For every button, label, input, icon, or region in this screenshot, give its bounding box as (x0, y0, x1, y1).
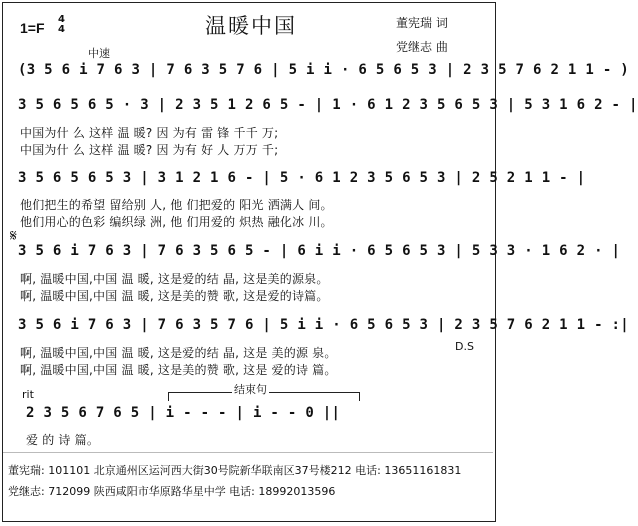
song-title: 温暖中国 (205, 14, 297, 38)
lyric-row-6: 爱 的 诗 篇。 (26, 433, 100, 447)
notation-row-5: 3 5 6 i 7 6 3 | 7 6 3 5 7 6 | 5 i i · 6 5 6 5 3 | 2 3 5 7 6 2 1 1 - :| (18, 317, 630, 333)
lyric-row-2-verse-2: 中国为什 么 这样 温 暖? 因 为有 好 人 万万 千; (20, 143, 279, 157)
notation-row-4: 3 5 6 i 7 6 3 | 7 6 3 5 6 5 - | 6 i i · 6 5 6 5 3 | 5 3 3 · 1 6 2 · | (18, 243, 621, 259)
footer-line-lyricist: 董宪瑞: 101101 北京通州区运河西大街30号院新华联南区37号楼212 电话: 13651161831 (8, 464, 462, 477)
footer-line-composer: 党继志: 712099 陕西咸阳市华原路华星中学 电话: 18992013596 (8, 485, 336, 498)
segno-sign: 𝄋 (10, 226, 17, 245)
lyricist-credit: 董宪瑞 词 (396, 16, 448, 30)
notation-row-3: 3 5 6 5 6 5 3 | 3 1 2 1 6 - | 5 · 6 1 2 3 5 6 5 3 | 2 5 2 1 1 - | (18, 170, 586, 186)
tempo-marking: 中速 (88, 47, 110, 60)
lyric-row-4-verse-1: 啊, 温暖中国,中国 温 暖, 这是爱的结 晶, 这是美的源泉。 (20, 272, 329, 286)
ds-marking: D.S (455, 340, 474, 353)
notation-row-2: 3 5 6 5 6 5 · 3 | 2 3 5 1 2 6 5 - | 1 · 6 1 2 3 5 6 5 3 | 5 3 1 6 2 - | (18, 97, 638, 113)
lyric-row-5-verse-2: 啊, 温暖中国,中国 温 暖, 这是美的赞 歌, 这是 爱的诗 篇。 (20, 363, 337, 377)
time-signature-bottom: 4 (58, 24, 65, 35)
notation-row-6: 2 3 5 6 7 6 5 | i - - - | i - - 0 || (26, 405, 341, 421)
lyric-row-4-verse-2: 啊, 温暖中国,中国 温 暖, 这是美的赞 歌, 这是爱的诗篇。 (20, 289, 329, 303)
lyric-row-3-verse-2: 他们用心的色彩 编织绿 洲, 他 们用爱的 炽热 融化冰 川。 (20, 215, 333, 229)
lyric-row-3-verse-1: 他们把生的希望 留给别 人, 他 们把爱的 阳光 洒满人 间。 (20, 198, 333, 212)
time-signature-top: 4 (58, 14, 65, 25)
notation-row-1: (3 5 6 i 7 6 3 | 7 6 3 5 7 6 | 5 i i · 6 5 6 5 3 | 2 3 5 7 6 2 1 1 - ) (18, 62, 630, 78)
rit-marking: rit (22, 388, 34, 401)
time-signature (58, 15, 65, 35)
ending-label: 结束句 (234, 383, 267, 396)
footer-divider (3, 452, 493, 453)
lyric-row-2-verse-1: 中国为什 么 这样 温 暖? 因 为有 雷 锋 千千 万; (20, 126, 279, 140)
composer-credit: 党继志 曲 (396, 40, 448, 54)
key-signature: 1=F (20, 20, 45, 36)
lyric-row-5-verse-1: 啊, 温暖中国,中国 温 暖, 这是爱的结 晶, 这是 美的源 泉。 (20, 346, 337, 360)
